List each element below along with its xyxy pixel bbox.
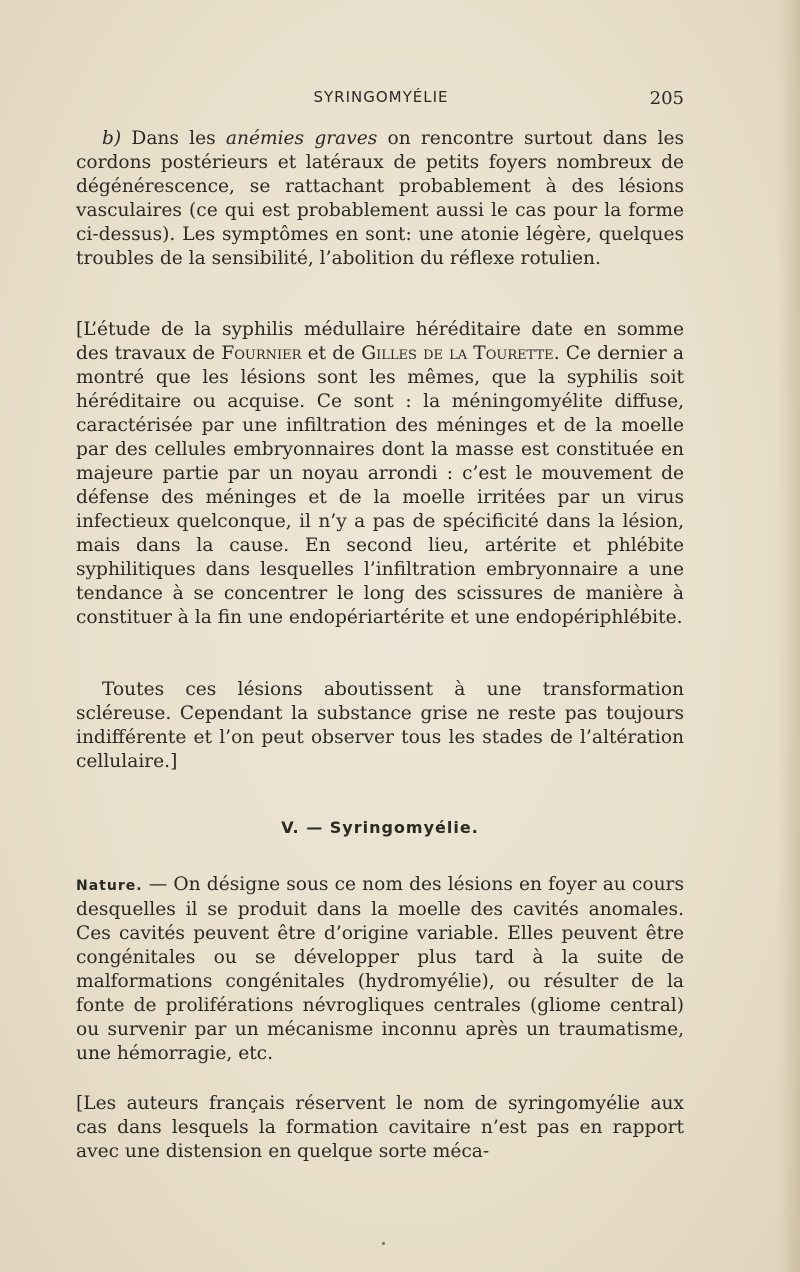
- paragraph-anemies: [76, 127, 684, 271]
- paragraph-lesions: [76, 678, 684, 774]
- p2-text-after: . Ce dernier a montré que les lésions sont les mêmes, que la syphilis soit héréditaire ou acquise. Ce sont : la méningomyélite diffuse, caractérisée par une infiltration des méninges et de la moelle par des cellules embryonnaires dont la masse est constituée en majeure partie par un noyau arrondi : c’est le mouvement de défense des méninges et de la moelle irritées par un virus infectieux quelconque, il n’y a pas de spécificité dans la lésion, mais dans la cause. En second lieu, artérite et phlébite syphilitiques dans lesquelles l’infiltration embryonnaire a une tendance à se concentrer le long des scissures de manière à constituer à la fin une endopériartérite et une endopériphlébite.: [76, 343, 684, 628]
- paper-speck: [382, 1242, 385, 1245]
- page-edge-shadow: [778, 0, 800, 1272]
- page-header: [78, 88, 684, 112]
- p1-text-after: on rencontre surtout dans les cordons postérieurs et latéraux de petits foyers nombreux de dégénérescence, se rattachant probablement à des lésions vasculaires (ce qui est probablement aussi le cas pour la forme ci-dessus). Les symptômes en sont: une atonie légère, quelques troubles de la sensibilité, l’abolition du réflexe rotulien.: [76, 128, 684, 269]
- running-title: SYRINGOMYÉLIE: [313, 88, 449, 106]
- p5-text: [Les auteurs français réservent le nom de syringomyélie aux cas dans lesquels la formation cavitaire n’est pas en rapport avec une distension en quelque sorte méca-: [76, 1093, 684, 1162]
- p1-italic-term: anémies graves: [225, 128, 378, 149]
- run-in-heading: Nature.: [76, 878, 143, 894]
- p3-text: Toutes ces lésions aboutissent à une transformation scléreuse. Cependant la substance grise ne reste pas toujours indifférente et l’on peut observer tous les stades de l’altération cellulaire.]: [76, 679, 684, 772]
- p2-text-before: [L’étude de la syphilis médullaire héréditaire date en somme des travaux de: [76, 319, 684, 364]
- p1-text-before: Dans les: [121, 128, 226, 149]
- paragraph-auteurs: [76, 1092, 684, 1164]
- paragraph-nature: [76, 873, 684, 1066]
- p4-text: — On désigne sous ce nom des lésions en foyer au cours desquelles il se produit dans la moelle des cavités anomales. Ces cavités peuvent être d’origine variable. Elles peuvent être congénitales ou se développer plus tard à la suite de malformations congénitales (hydromyélie), ou résulter de la fonte de proliférations névrogliques centrales (gliome central) ou survenir par un mécanisme inconnu après un traumatisme, une hémorragie, etc.: [76, 874, 684, 1064]
- page-number: 205: [649, 88, 684, 109]
- section-title: V. — Syringomyélie.: [281, 818, 479, 837]
- paragraph-syphilis: [76, 318, 684, 630]
- author-fournier: Fournier: [221, 343, 302, 364]
- p2-text-middle: et de: [301, 343, 362, 364]
- author-gilles-de-la-tourette: Gilles de la Tourette: [361, 343, 554, 364]
- item-letter: b): [102, 128, 122, 149]
